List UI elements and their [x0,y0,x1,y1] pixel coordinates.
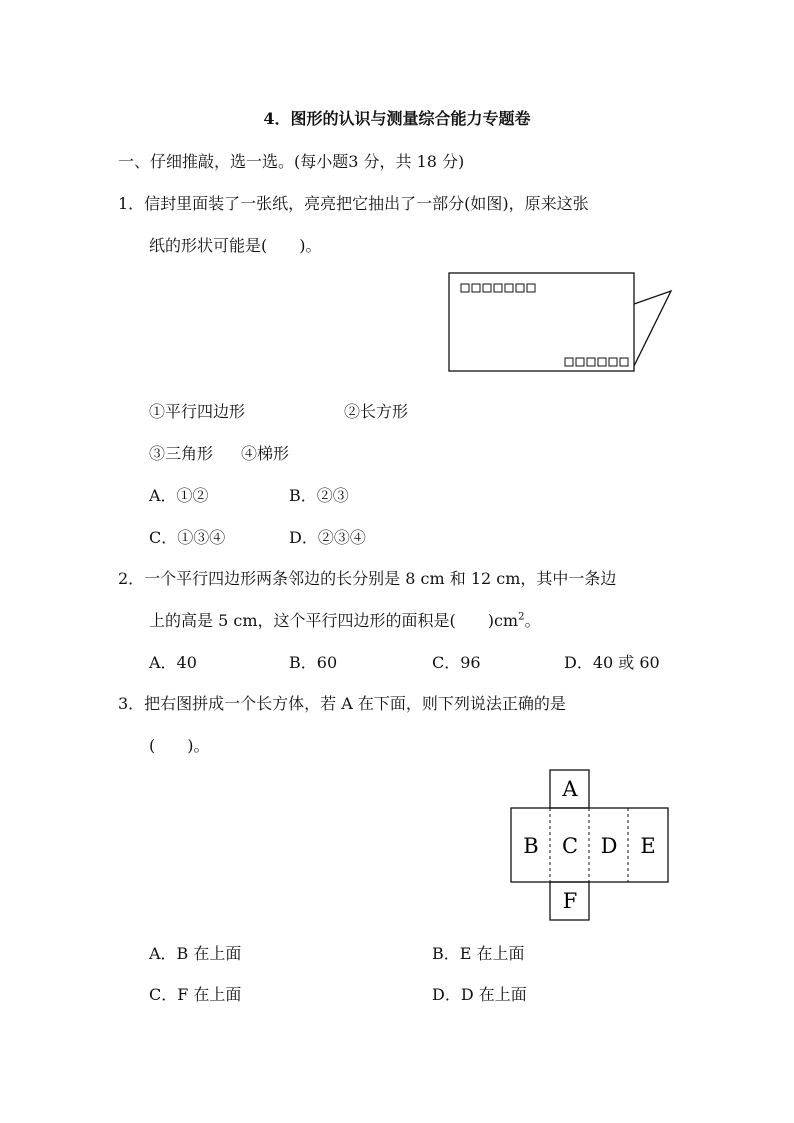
q2-text-line2-end: 。 [524,611,541,630]
q2-choice-d: D．40 或 60 [564,653,660,672]
net-label-b: B [523,834,539,858]
q1-option-4: ④梯形 [241,444,290,463]
q2-unit-exponent: 2 [518,611,525,623]
q1-choice-a: A．①② [149,486,209,505]
net-label-e: E [640,834,656,858]
q3-text-line2: ( )。 [149,736,210,755]
q3-choice-d: D．D 在上面 [432,985,527,1004]
net-label-a: A [562,777,578,801]
q3-choice-a: A．B 在上面 [149,944,242,963]
q1-choice-d: D．②③④ [289,528,366,547]
net-label-d: D [600,834,618,858]
cuboid-net-figure [510,769,670,922]
q2-text-line2-main: 上的高是 5 cm，这个平行四边形的面积是( )cm [149,611,519,630]
q1-text-line2: 纸的形状可能是( )。 [149,236,322,255]
paper-corner [634,291,671,366]
q1-choice-b: B．②③ [289,486,349,505]
q3-choice-c: C．F 在上面 [149,985,242,1004]
net-label-c: C [561,834,579,858]
q2-text-line1: 2．一个平行四边形两条邻边的长分别是 8 cm 和 12 cm，其中一条边 [118,569,617,588]
q3-text-line1: 3．把右图拼成一个长方体，若 A 在下面，则下列说法正确的是 [118,694,566,713]
q2-text-line2 [149,608,541,631]
q2-choice-c: C．96 [432,653,481,672]
q1-option-3: ③三角形 [149,444,214,463]
page-title: 4．图形的认识与测量综合能力专题卷 [263,109,531,128]
envelope-body [449,273,634,371]
q1-choice-c: C．①③④ [149,528,226,547]
q1-option-2: ②长方形 [344,402,409,421]
q1-text-line1: 1．信封里面装了一张纸，亮亮把它抽出了一部分(如图)，原来这张 [118,194,589,213]
q2-choice-b: B．60 [289,653,338,672]
envelope-figure [448,272,674,374]
net-label-f: F [562,889,578,913]
q1-option-1: ①平行四边形 [149,402,246,421]
section-heading: 一、仔细推敲，选一选。(每小题3 分，共 18 分) [118,152,465,171]
q3-choice-b: B．E 在上面 [432,944,525,963]
q2-choice-a: A．40 [149,653,197,672]
